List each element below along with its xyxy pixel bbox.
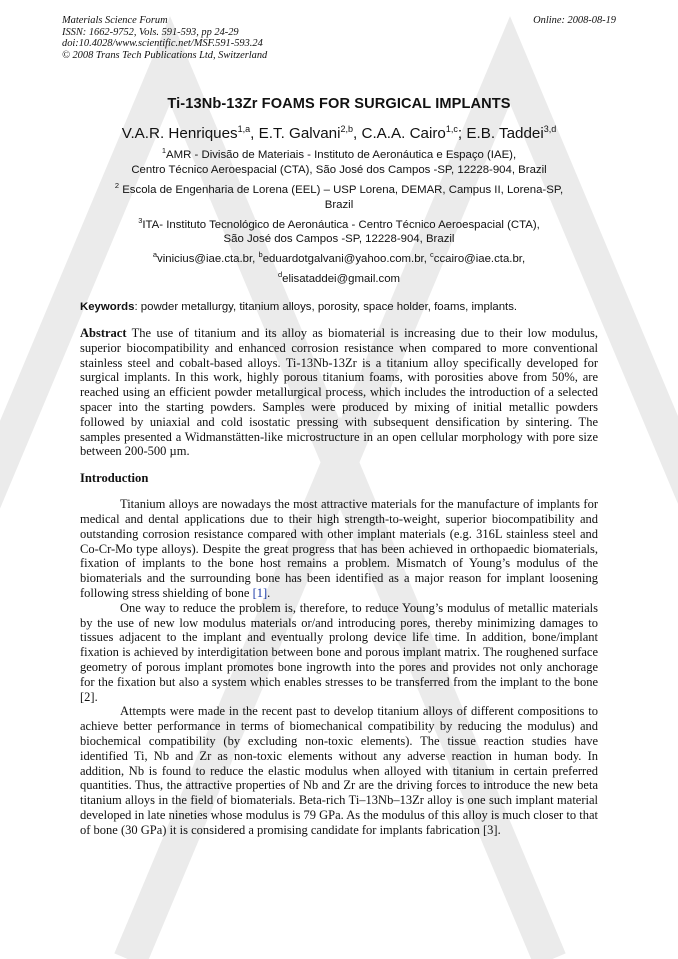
affiliation-1-line-2: Centro Técnico Aeroespacial (CTA), São José dos Campos -SP, 12228-904, Brazil [131,163,547,176]
email-a-sup: a [152,250,158,260]
email-line [80,247,598,267]
author-name: E.B. Taddei [466,125,544,143]
email-d: elisataddei@gmail.com [282,273,401,286]
affiliation-2-line-1: Escola de Engenharia de Lorena (EEL) – USP Lorena, DEMAR, Campus II, Lorena-SP, [119,183,564,196]
affiliation-1-line-1: AMR - Divisão de Materiais - Instituto de Aeronáutica e Espaço (IAE), [166,148,517,161]
keywords [80,300,598,315]
paper-body [80,96,598,838]
affiliation-1-sup: 1 [161,146,167,156]
intro-paragraph-1-end: . [267,586,271,600]
email-b-sup: b [258,250,263,260]
email-line-2 [80,267,598,287]
abstract [80,326,598,459]
email-c: ccairo@iae.cta.br, [433,253,526,266]
affiliation-2-sup: 2 [114,180,120,190]
paper-title: Ti-13Nb-13Zr FOAMS FOR SURGICAL IMPLANTS [167,96,511,112]
email-d-sup: d [277,270,283,280]
keywords-label: Keywords [80,301,135,314]
author-name: V.A.R. Henriques [121,125,238,143]
journal-copyright: © 2008 Trans Tech Publications Ltd, Switzerland [62,49,268,61]
email-a: vinicius@iae.cta.br, [157,253,259,266]
journal-header [62,15,616,61]
author-separator: ; [457,125,467,143]
abstract-label: Abstract [80,326,127,341]
affiliations [80,143,598,287]
author-sup: 1,c [445,124,458,134]
affiliation-3-sup: 3 [138,215,143,225]
affiliation-3 [80,213,598,233]
affiliation-3-line-2: São José dos Campos -SP, 12228-904, Brazil [223,233,455,246]
affiliation-2 [80,178,598,198]
intro-paragraph-1-text: Titanium alloys are nowadays the most attractive materials for the manufacture of implants for medical and dental applications due to their high strength-to-weight, superior biocompatibility and outstanding corrosion resistance compared with other implant materials (e.g. 316L stainless steel and Co-Cr-Mo type alloys). Despite the great progress that has been achieved in orthopaedic biomaterials, fixation of implants to the bone host remains a problem. Mismatch of Young’s modulus of the biomaterials and the surrounding bone has been identified as a major reason for implant loosening following stress shielding of bone [80,497,598,600]
author-name: C.A.A. Cairo [361,125,446,143]
affiliation-3-line-1: ITA- Instituto Tecnológico de Aeronáutica - Centro Técnico Aeroespacial (CTA), [142,218,540,231]
section-heading: Introduction [80,471,149,486]
author-separator: , [353,125,362,143]
abstract-text: The use of titanium and its alloy as biomaterial is increasing due to their low modulus, superior biocompatibility and enhanced corrosion resistance when compared to more conventional stainless steel and cobalt-based alloys. Ti-13Nb-13Zr is a titanium alloy specifically developed for surgical implants. In this work, highly porous titanium foams, with porosities above from 50%, are reached using an efficient powder metallurgical process, which includes the introduction of a selected spacer into the starting powders. Samples were produced by mixing of initial metallic powders followed by uniaxial and cold isostatic pressing with subsequent densification by sintering. The samples presented a Widmanstätten-like microstructure in an open cellular morphology with pore size between 200-500 µm. [80,326,598,459]
online-date: Online: 2008-08-19 [533,15,616,26]
author-list [80,120,598,143]
author-separator: , [250,125,259,143]
journal-name: Materials Science Forum [62,15,168,26]
email-c-sup: c [430,250,434,260]
intro-paragraph-1 [80,497,598,601]
author-sup: 3,d [543,124,557,134]
author-sup: 2,b [340,124,354,134]
journal-issn: ISSN: 1662-9752, Vols. 591-593, pp 24-29 [62,26,239,38]
email-b: eduardotgalvani@yahoo.com.br, [262,253,431,266]
affiliation-2-line-2: Brazil [324,198,354,211]
keywords-text: : powder metallurgy, titanium alloys, porosity, space holder, foams, implants. [134,301,518,314]
author-name: E.T. Galvani [258,125,341,143]
intro-paragraph-2: One way to reduce the problem is, therefore, to reduce Young’s modulus of metallic materials by the use of new low modulus materials or/and introducing pores, thereby minimizing damages to tissues adjacent to the implant and eventually prolong device life time. In addition, bone/implant fixation is achieved by interdigitation between bone and porous implant matrix. The roughened surface geometry of porous implant promotes bone ingrowth into the pores and provides not only anchorage for the fixation but also a system which enables stresses to be transferred from the implant to the bone [2]. [80,600,598,704]
intro-paragraph-3: Attempts were made in the recent past to develop titanium alloys of different compositions to achieve better performance in terms of biomechanical compatibility by reducing the modulus) and biochemical compatibility (by excluding non-toxic elements). The tissue reaction studies have identified Ti, Nb and Zr as non-toxic elements without any adverse reaction in human body. In addition, Nb is found to reduce the elastic modulus when alloyed with titanium in certain preferred quantities. Thus, the attractive properties of Nb and Zr are the driving forces to introduce the new beta titanium alloys in the field of biomaterials. Beta-rich Ti–13Nb–13Zr alloy is one such implant material developed in late nineties whose modulus is 79 GPa. As the modulus of this alloy is much closer to that of bone (30 GPa) it is considered a promising candidate for implants fabrication [3]. [80,704,598,837]
journal-doi: doi:10.4028/www.scientific.net/MSF.591-593.24 [62,38,263,50]
author-sup: 1,a [237,124,251,134]
reference-link[interactable]: [1] [252,586,268,600]
affiliation-1 [80,143,598,163]
